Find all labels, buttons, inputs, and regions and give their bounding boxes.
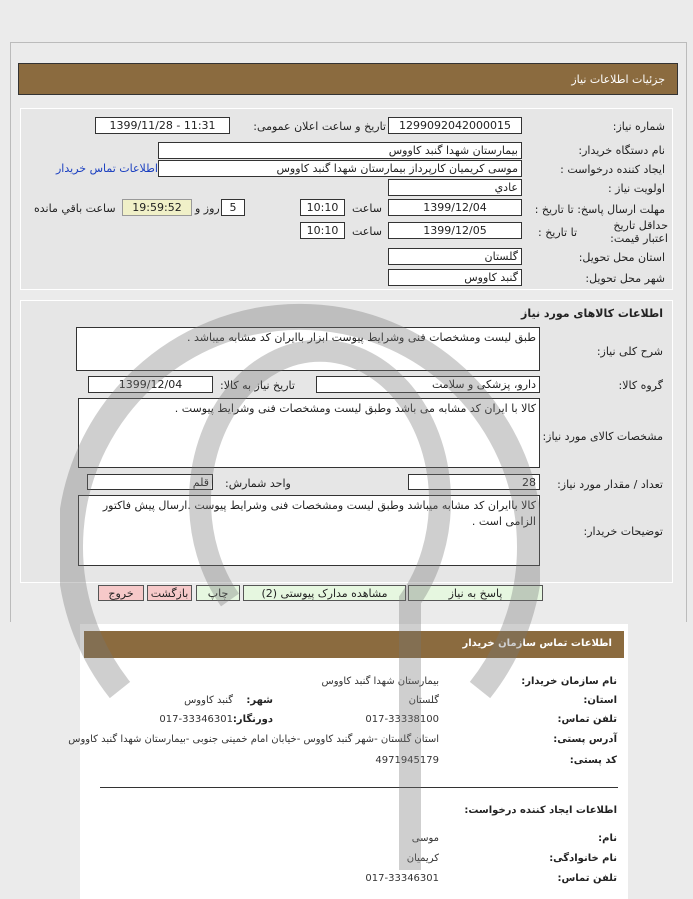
creator-phone-label: تلفن تماس: xyxy=(557,873,617,884)
need-number-field: 1299092042000015 xyxy=(388,117,522,134)
priority-field: عادي xyxy=(388,179,522,196)
spec-label: مشخصات کالای مورد نیاز: xyxy=(542,430,663,443)
buyer-label: نام دستگاه خریدار: xyxy=(578,144,665,157)
fax-label: دورنگار: xyxy=(232,714,273,725)
validity-label: حداقل تاریخ اعتبار قیمت: xyxy=(610,219,668,245)
creator-label: ایجاد کننده درخواست : xyxy=(560,163,665,176)
phone-value: 017-33338100 xyxy=(365,714,439,725)
announce-field: 1399/11/28 - 11:31 xyxy=(95,117,230,134)
creator-phone-value: 017-33346301 xyxy=(365,873,439,884)
page-header xyxy=(18,63,678,95)
days-label: روز و xyxy=(195,202,220,215)
qty-label: تعداد / مقدار مورد نیاز: xyxy=(557,478,663,491)
city-contact-label: شهر: xyxy=(246,695,273,706)
buyer-contact-link[interactable]: اطلاعات تماس خریدار xyxy=(56,162,158,175)
last-name-label: نام خانوادگی: xyxy=(549,853,617,864)
divider xyxy=(100,787,618,788)
group-field: دارو، پزشکی و سلامت xyxy=(316,376,540,393)
province-contact-label: استان: xyxy=(583,695,617,706)
summary-label: شرح کلی نیاز: xyxy=(596,345,663,358)
spec-textarea[interactable]: کالا با ایران کد مشابه می باشد وطبق لیست ومشخصات فنی وشرایط پیوست . xyxy=(78,398,540,468)
province-label: استان محل تحویل: xyxy=(578,251,665,264)
days-remaining-field: 5 xyxy=(221,199,245,216)
creator-field: موسی کریمیان کارپرداز بیمارستان شهدا گنبد کاووس xyxy=(158,160,522,177)
exit-button[interactable]: خروج xyxy=(98,585,144,601)
org-value: بیمارستان شهدا گنبد کاووس xyxy=(321,676,439,687)
unit-field: قلم xyxy=(87,474,213,490)
summary-textarea[interactable]: طبق لیست ومشخصات فنی وشرایط پیوست ابزار باایران کد مشابه میباشد . xyxy=(76,327,540,371)
deadline-time-field: 10:10 xyxy=(300,199,345,216)
org-label: نام سازمان خریدار: xyxy=(521,676,617,687)
fax-value: 017-33346301 xyxy=(159,714,233,725)
contact-header xyxy=(84,631,624,658)
print-button[interactable]: چاپ xyxy=(196,585,240,601)
address-value: استان گلستان -شهر گنبد کاووس -خیابان امام خمینی جنوبی -بیمارستان شهدا گنبد کاووس xyxy=(68,734,439,745)
qty-field: 28 xyxy=(408,474,540,490)
province-field: گلستان xyxy=(388,248,522,265)
priority-label: اولویت نیاز : xyxy=(607,182,665,195)
validity-to-label: تا تاریخ : xyxy=(538,226,577,239)
back-button[interactable]: بازگشت xyxy=(147,585,192,601)
postal-label: کد پستی: xyxy=(569,755,617,766)
city-contact-value: گنبد کاووس xyxy=(184,695,233,706)
buyer-field: بیمارستان شهدا گنبد کاووس xyxy=(158,142,522,159)
need-date-field: 1399/12/04 xyxy=(88,376,213,393)
need-date-label: تاریخ نیاز به کالا: xyxy=(220,379,295,392)
unit-label: واحد شمارش: xyxy=(225,477,291,490)
deadline-date-field: 1399/12/04 xyxy=(388,199,522,216)
notes-textarea[interactable]: کالا باایران کد مشابه میباشد وطبق لیست ومشخصات فنی وشرایط پیوست .ارسال پیش فاکتور الزامی است . xyxy=(78,495,540,566)
city-field: گنبد کاووس xyxy=(388,269,522,286)
reply-button[interactable]: پاسخ به نیاز xyxy=(408,585,543,601)
attachments-button[interactable]: مشاهده مدارک پیوستی (2) xyxy=(243,585,406,601)
contact-title: اطلاعات تماس سازمان خریدار xyxy=(462,638,612,649)
remaining-label: ساعت باقي مانده xyxy=(34,202,116,215)
page-title: جزئیات اطلاعات نیاز xyxy=(571,73,665,86)
deadline-label: مهلت ارسال پاسخ: تا تاریخ : xyxy=(534,203,665,216)
first-name-label: نام: xyxy=(598,833,617,844)
announce-label: تاریخ و ساعت اعلان عمومی: xyxy=(253,120,386,133)
validity-time-field: 10:10 xyxy=(300,222,345,239)
phone-label: تلفن تماس: xyxy=(557,714,617,725)
group-label: گروه کالا: xyxy=(618,379,663,392)
remaining-time-field: 19:59:52 xyxy=(122,199,192,216)
first-name-value: موسی xyxy=(411,833,439,844)
province-contact-value: گلستان xyxy=(408,695,439,706)
need-info-panel xyxy=(20,108,673,290)
postal-value: 4971945179 xyxy=(375,755,439,766)
notes-label: توضیحات خریدار: xyxy=(583,525,663,538)
deadline-time-label: ساعت xyxy=(352,202,382,215)
city-label: شهر محل تحویل: xyxy=(585,272,665,285)
validity-time-label: ساعت xyxy=(352,225,382,238)
creator-info-title: اطلاعات ایجاد کننده درخواست: xyxy=(464,805,617,816)
contact-card xyxy=(80,624,628,899)
last-name-value: کریمیان xyxy=(406,853,439,864)
address-label: آدرس پستی: xyxy=(553,734,617,745)
need-number-label: شماره نیاز: xyxy=(612,120,665,133)
goods-title: اطلاعات کالاهای مورد نیاز xyxy=(521,307,663,320)
validity-date-field: 1399/12/05 xyxy=(388,222,522,239)
